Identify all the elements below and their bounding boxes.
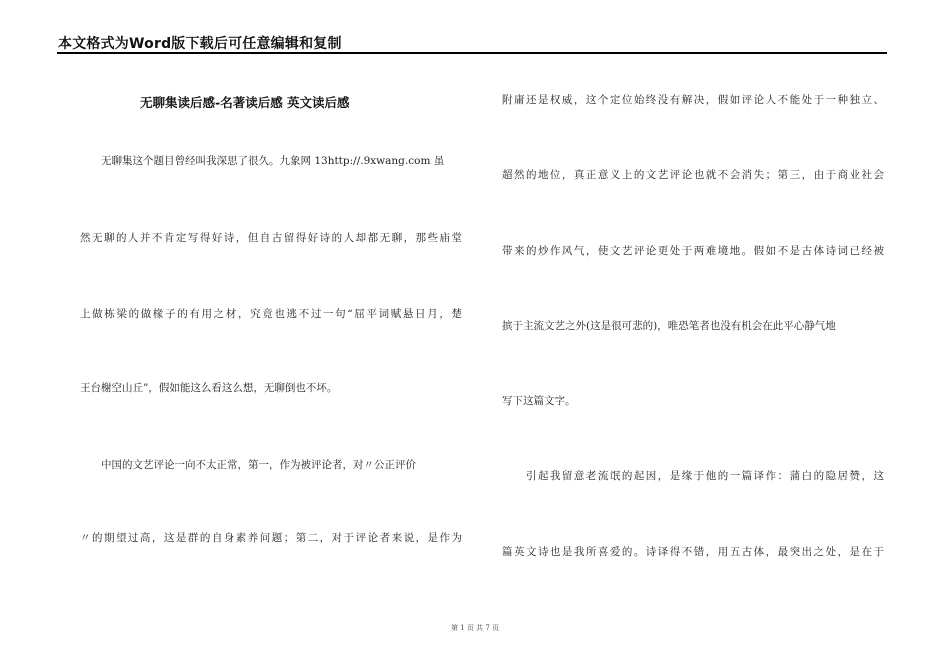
right-line-7: 篇英文诗也是我所喜爱的。诗译得不错，用五古体，最突出之处，是在于 [502, 546, 884, 558]
left-line-5: 中国的文艺评论一向不太正常，第一，作为被评论者，对〃公正评价 [80, 459, 416, 471]
right-line-6: 引起我留意老流氓的起因，是缘于他的一篇译作：蒲白的隐居赞，这 [502, 470, 884, 482]
right-line-3: 带来的炒作风气，使文艺评论更处于两难境地。假如不是古体诗词已经被 [502, 245, 884, 257]
left-line-2: 然无聊的人并不肯定写得好诗，但自古留得好诗的人却都无聊，那些庙堂 [80, 232, 462, 244]
left-line-6: 〃的期望过高，这是群的自身素养问题；第二，对于评论者来说，是作为 [80, 532, 462, 544]
document-banner: 本文格式为Word版下载后可任意编辑和复制 [58, 36, 342, 52]
right-line-2: 超然的地位，真正意义上的文艺评论也就不会消失；第三，由于商业社会 [502, 169, 884, 181]
left-line-3: 上做栋梁的做椽子的有用之材，究竟也逃不过一句“屈平词赋悬日月，楚 [80, 308, 462, 320]
right-line-1: 附庸还是权威，这个定位始终没有解决，假如评论人不能处于一种独立、 [502, 94, 884, 106]
left-line-1: 无聊集这个题目曾经叫我深思了很久。九象网 13http://.9xwang.com 虽 [80, 155, 445, 167]
right-line-4: 摈于主流文艺之外(这是很可悲的)，唯恐笔者也没有机会在此平心静气地 [502, 320, 836, 332]
page-number: 第 1 页 共 7 页 [450, 624, 500, 632]
right-line-5: 写下这篇文字。 [502, 395, 576, 407]
left-line-4: 王台榭空山丘”，假如能这么看这么想，无聊倒也不坏。 [80, 382, 338, 394]
banner-rule [57, 52, 887, 54]
document-title: 无聊集读后感-名著读后感 英文读后感 [140, 95, 350, 110]
